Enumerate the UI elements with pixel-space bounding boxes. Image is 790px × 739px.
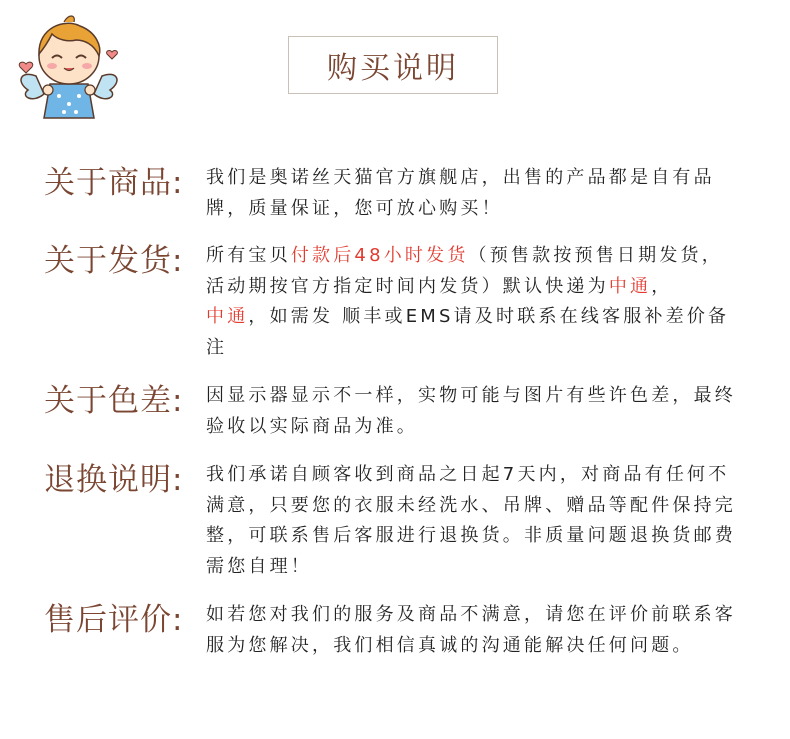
shipping-highlight-courier: 中通 [608,275,652,297]
section-text [206,241,736,363]
angel-mascot-icon [14,10,124,122]
shipping-highlight-courier-2: 中通 [206,306,249,327]
section-label: 关于色差: [44,383,184,419]
shipping-highlight-time: 付款后48小时发货 [290,245,469,266]
section-label: 售后评价: [44,602,184,638]
shipping-text-b: （预售款按预售日期发货，活动期按官方指定时间内发货）默认快递为 [206,245,723,297]
section-text: 因显示器显示不一样，实物可能与图片有些许色差，最终验收以实际商品为准。 [206,385,736,437]
title-box [288,36,498,94]
shipping-text-d: ，如需发 顺丰或EMS请及时联系在线客服补差价备注 [206,306,730,358]
shipping-text-c: ， [651,275,673,297]
section-label: 关于发货: [44,243,184,279]
section-text: 我们是奥诺丝天猫官方旗舰店，出售的产品都是自有品牌，质量保证，您可放心购买！ [206,167,715,219]
section-text: 如若您对我们的服务及商品不满意，请您在评价前联系客服为您解决，我们相信真诚的沟通能解决任何问题。 [206,604,736,656]
section-label: 退换说明: [44,462,184,498]
page-title: 购买说明 [327,51,459,86]
section-label: 关于商品: [44,165,184,201]
shipping-text-a: 所有宝贝 [206,245,291,266]
section-text: 我们承诺自顾客收到商品之日起7天内，对商品有任何不满意，只要您的衣服未经洗水、吊牌、赠品等配件保持完整，可联系售后客服进行退换货。非质量问题退换货邮费需您自理！ [206,464,736,577]
